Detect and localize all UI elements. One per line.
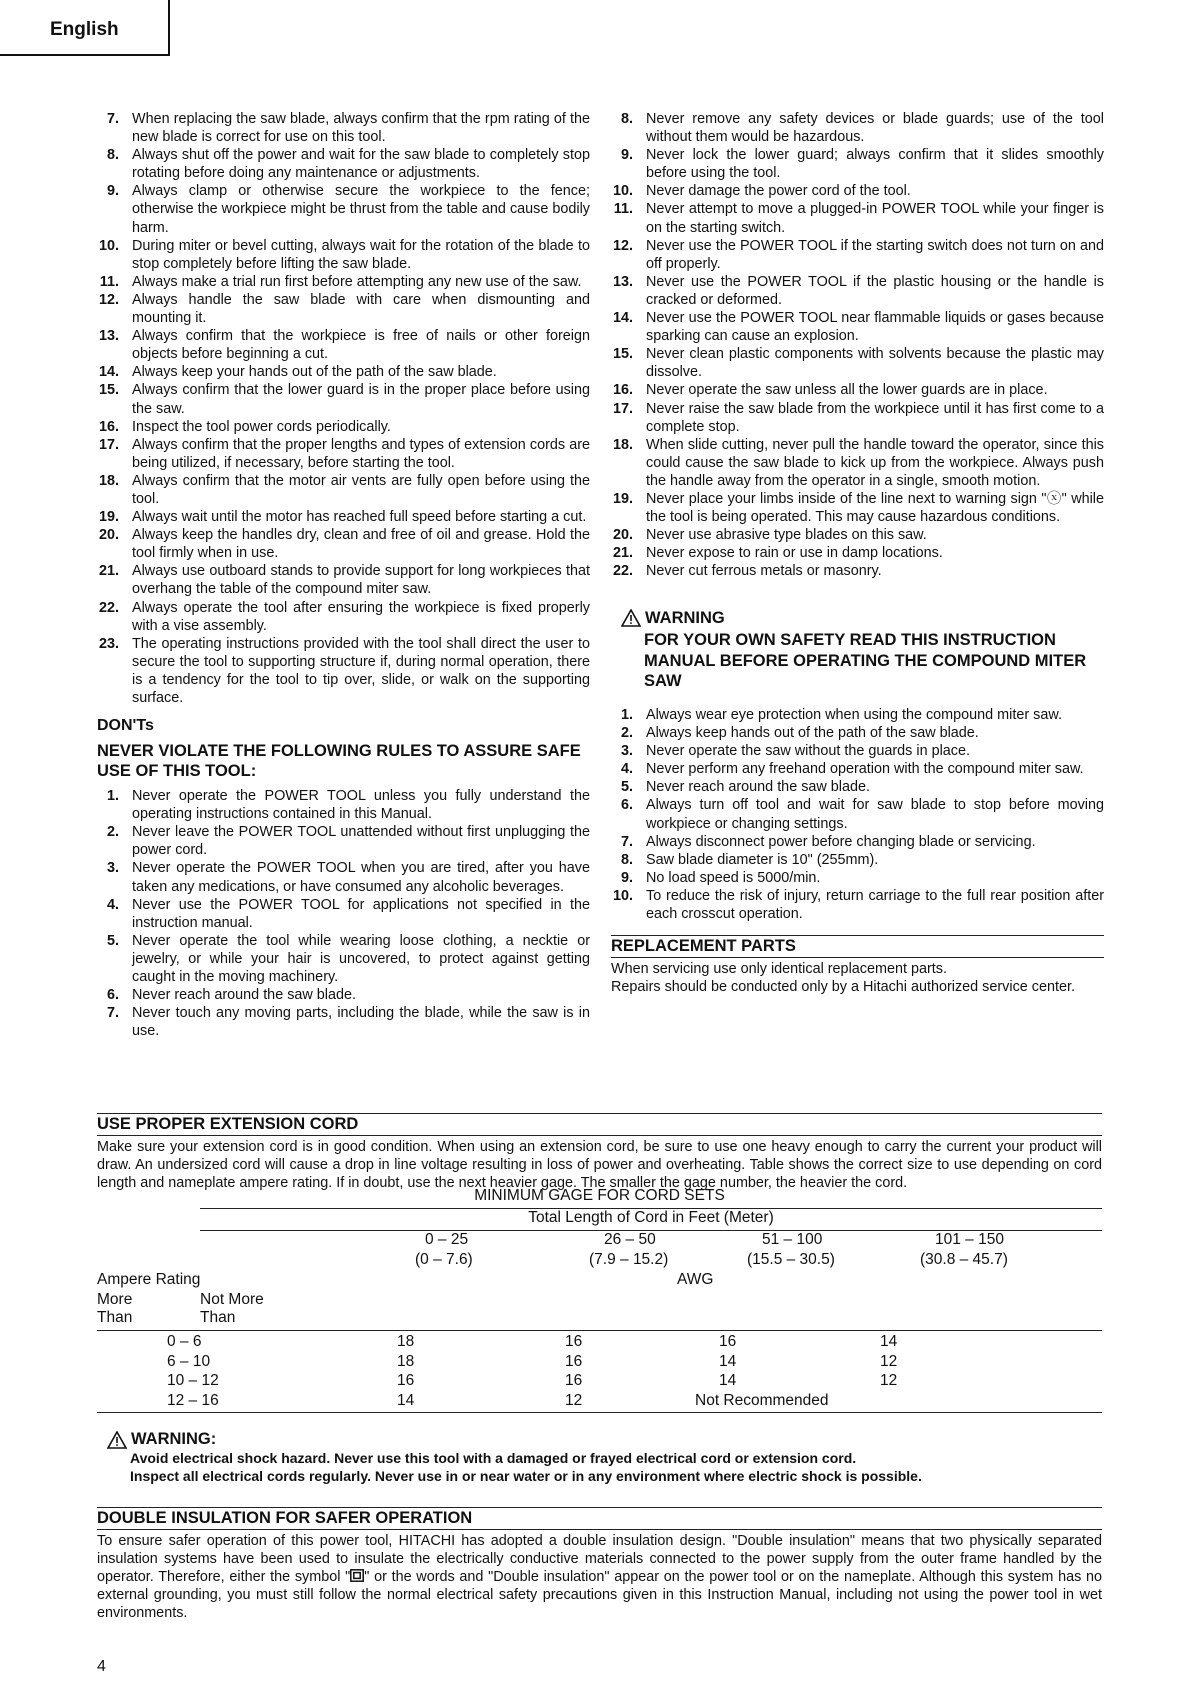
length-ft: 0 – 25: [425, 1231, 469, 1248]
list-item: [97, 363, 590, 381]
item-text: Always confirm that the proper lengths and types of extension cords are being utilized, if necessary, before starting the tool.: [132, 436, 590, 471]
item-text: Always keep hands out of the path of the saw blade.: [646, 725, 979, 742]
item-text: Never leave the POWER TOOL unattended without first unplugging the power cord.: [132, 824, 590, 859]
than-label: Than: [97, 1309, 133, 1326]
always-rules-list: [97, 110, 590, 707]
list-item: [611, 309, 1104, 345]
list-item: [97, 327, 590, 363]
warning-subtitle: FOR YOUR OWN SAFETY READ THIS INSTRUCTION MANUAL BEFORE OPERATING THE COMPOUND MITER SAW: [644, 631, 1087, 691]
item-number: 14.: [612, 310, 633, 327]
awg-cell: 12: [880, 1352, 898, 1370]
item-text: Never reach around the saw blade.: [132, 987, 356, 1004]
item-text: Never use the POWER TOOL for applications not specified in the instruction manual.: [132, 896, 590, 931]
item-text: Never use the POWER TOOL near flammable liquids or gases because sparking can cause an explosion.: [646, 310, 1104, 345]
gage-table-subtitle: Total Length of Cord in Feet (Meter): [528, 1209, 774, 1226]
item-number: 10.: [98, 237, 119, 254]
item-number: 14.: [98, 364, 119, 381]
ampere-range-cell: 10 – 12: [167, 1372, 219, 1389]
list-item: [611, 273, 1104, 309]
table-row: [97, 1333, 1102, 1353]
gage-table-title: MINIMUM GAGE FOR CORD SETS: [474, 1187, 725, 1204]
replacement-parts-text-1: When servicing use only identical replacement parts.: [611, 961, 947, 978]
item-text: Always keep the handles dry, clean and free of oil and grease. Hold the tool firmly when in use.: [132, 527, 590, 562]
item-number: 4.: [106, 896, 119, 913]
item-number: 8.: [620, 111, 633, 127]
length-m-row: [97, 1251, 1102, 1271]
than-row: [97, 1309, 1102, 1327]
awg-cell: 16: [565, 1372, 583, 1389]
list-item: [97, 787, 590, 823]
item-number: 16.: [98, 418, 119, 435]
list-item: [611, 436, 1104, 490]
item-number: 9.: [620, 869, 633, 886]
item-text: Always operate the tool after ensuring the workpiece is fixed properly with a vise assembly.: [132, 599, 590, 634]
awg-cell: 16: [397, 1372, 415, 1389]
item-text: Never operate the tool while wearing loose clothing, a necktie or jewelry, or while your hair is uncovered, to protect against getting caught in the moving machinery.: [132, 932, 590, 986]
length-m: (30.8 – 45.7): [920, 1251, 1008, 1268]
item-number: 15.: [612, 346, 633, 363]
item-text: When replacing the saw blade, always confirm that the rpm rating of the new blade is correct for use on this tool.: [132, 111, 590, 146]
item-text: Never attempt to move a plugged-in POWER TOOL while your finger is on the starting switch.: [646, 201, 1104, 236]
length-m: (7.9 – 15.2): [589, 1251, 669, 1268]
list-item: [611, 706, 1104, 724]
list-item: [611, 200, 1104, 236]
more-row: [97, 1291, 1102, 1309]
awg-cell: 12: [880, 1372, 898, 1389]
language-label: English: [50, 19, 119, 40]
item-text: Never use abrasive type blades on this saw.: [646, 527, 927, 544]
item-text: Never operate the POWER TOOL when you are tired, after you have taken any medications, or have consumed any alcoholic beverages.: [132, 860, 590, 895]
list-item: [97, 273, 590, 291]
item-number: 13.: [98, 328, 119, 345]
list-item: [97, 508, 590, 526]
list-item: [97, 418, 590, 436]
item-number: 22.: [612, 563, 633, 580]
item-number: 8.: [106, 147, 119, 164]
gage-rows: [97, 1333, 1102, 1411]
item-number: 18.: [612, 436, 633, 453]
item-number: 11.: [99, 273, 119, 290]
ampere-range-cell: 12 – 16: [167, 1391, 219, 1409]
list-item: [611, 237, 1104, 273]
item-text: Always confirm that the workpiece is free of nails or other foreign objects before beginning a cut.: [132, 328, 590, 363]
double-insulation-text-part: " or the words and "Double insulation" appear on the power tool or on the nameplate. Although this system has no external grounding, you must still follow the normal electrical safety precautions given in this Instruction Manual, including not using the power tool in wet environments.: [97, 1569, 1102, 1622]
ampere-row: [97, 1271, 1102, 1291]
item-text: Never raise the saw blade from the workpiece until it has first come to a complete stop.: [646, 400, 1104, 435]
item-text: The operating instructions provided with the tool shall direct the user to secure the tool to supporting structure if, during normal operation, there is a tendency for the tool to tip over, slide, or walk on the supporting surface.: [132, 635, 590, 706]
more-label: More: [97, 1291, 133, 1308]
item-text: Always use outboard stands to provide support for long workpieces that overhang the table of the compound miter saw.: [132, 563, 590, 598]
item-number: 10.: [612, 887, 633, 904]
ampere-rating-label: Ampere Rating: [97, 1271, 201, 1288]
item-text: Never lock the lower guard; always confirm that it slides smoothly before using the tool.: [646, 147, 1104, 182]
electrical-warning-line-2: Inspect all electrical cords regularly. Never use in or near water or in any environment where electric shock is possible.: [130, 1468, 922, 1484]
extension-cord-section: [97, 1113, 1102, 1192]
item-number: 20.: [98, 527, 119, 544]
awg-cell: 16: [565, 1352, 583, 1370]
item-text: Never place your limbs inside of the line next to warning sign "ⓧ" while the tool is being operated. This may cause hazardous conditions.: [646, 490, 1104, 526]
item-text: Never use the POWER TOOL if the starting switch does not turn on and off properly.: [646, 237, 1104, 272]
item-text: Never operate the POWER TOOL unless you fully understand the operating instructions contained in this Manual.: [132, 788, 590, 823]
item-text: During miter or bevel cutting, always wait for the rotation of the blade to stop completely before lifting the saw blade.: [132, 237, 590, 272]
awg-cell: 12: [565, 1391, 583, 1409]
item-text: Never clean plastic components with solvents because the plastic may dissolve.: [646, 346, 1104, 381]
awg-cell: 14: [397, 1391, 415, 1409]
double-insulation-title: DOUBLE INSULATION FOR SAFER OPERATION: [97, 1507, 1102, 1530]
item-text: Always wait until the motor has reached full speed before starting a cut.: [132, 509, 587, 526]
list-item: [97, 110, 590, 146]
awg-cell: Not Recommended: [695, 1391, 829, 1409]
list-item: [611, 182, 1104, 200]
table-row: [97, 1353, 1102, 1373]
item-text: Never damage the power cord of the tool.: [646, 183, 911, 200]
never-rules-heading: NEVER VIOLATE THE FOLLOWING RULES TO ASSURE SAFE USE OF THIS TOOL:: [97, 742, 581, 781]
list-item: [611, 544, 1104, 562]
item-number: 19.: [612, 490, 633, 507]
item-number: 4.: [620, 761, 633, 778]
table-row: [97, 1372, 1102, 1392]
item-number: 22.: [98, 599, 119, 616]
never-rules-list: [97, 787, 590, 1040]
awg-cell: 14: [719, 1372, 737, 1389]
list-item: [97, 896, 590, 932]
list-item: [97, 472, 590, 508]
electrical-warning-title: [97, 1430, 1102, 1449]
length-m: (15.5 – 30.5): [747, 1251, 835, 1268]
double-insulation-text-part: To ensure safer operation of this power tool, HITACHI has adopted a double insulation design. "Double insulation" means that two physically separated insulation systems have been used to insulate the electrically conductive materials connected to the power supply from the outer frame handled by the operator. Therefore, either the symbol ": [97, 1533, 1102, 1586]
list-item: [97, 562, 590, 598]
item-number: 16.: [612, 382, 633, 399]
item-text: Always make a trial run first before attempting any new use of the saw.: [132, 273, 582, 290]
awg-cell: 18: [397, 1333, 415, 1350]
item-number: 3.: [106, 860, 119, 877]
list-item: [97, 526, 590, 562]
length-ft: 101 – 150: [935, 1231, 1004, 1248]
item-text: Never operate the saw without the guards in place.: [646, 743, 970, 760]
item-number: 11.: [613, 201, 633, 218]
list-item: [611, 833, 1104, 851]
list-item: [97, 237, 590, 273]
item-text: Always clamp or otherwise secure the workpiece to the fence; otherwise the workpiece might be thrust from the table and cause bodily harm.: [132, 183, 590, 236]
ampere-range-cell: 6 – 10: [167, 1352, 211, 1370]
list-item: [97, 291, 590, 327]
item-number: 1.: [620, 706, 633, 723]
donts-heading: DON'Ts: [97, 717, 154, 735]
list-item: [97, 635, 590, 707]
item-number: 17.: [98, 436, 119, 453]
item-number: 21.: [98, 563, 119, 580]
item-text: Never remove any safety devices or blade guards; use of the tool without them would be hazardous.: [646, 111, 1104, 146]
item-number: 21.: [612, 545, 633, 562]
item-text: No load speed is 5000/min.: [646, 869, 821, 886]
than-label: Than: [200, 1309, 236, 1326]
item-number: 9.: [106, 183, 119, 200]
item-text: To reduce the risk of injury, return carriage to the full rear position after each crosscut operation.: [646, 887, 1104, 922]
item-number: 5.: [106, 932, 119, 949]
list-item: [611, 400, 1104, 436]
list-item: [611, 869, 1104, 887]
item-text: Always handle the saw blade with care when dismounting and mounting it.: [132, 291, 590, 327]
item-number: 10.: [612, 183, 633, 200]
list-item: [611, 796, 1104, 832]
item-number: 23.: [98, 635, 119, 652]
never-rules-list-cont: [611, 110, 1104, 580]
item-number: 20.: [612, 527, 633, 544]
item-number: 12.: [98, 291, 119, 308]
item-text: Never use the POWER TOOL if the plastic housing or the handle is cracked or deformed.: [646, 273, 1104, 308]
item-number: 5.: [620, 779, 633, 796]
electrical-warning-line-1: Avoid electrical shock hazard. Never use this tool with a damaged or frayed electrical cord or extension cord.: [130, 1450, 857, 1466]
awg-cell: 16: [719, 1333, 737, 1350]
list-item: [97, 932, 590, 986]
item-number: 2.: [620, 725, 633, 742]
double-insulation-section: [97, 1507, 1102, 1622]
awg-cell: 14: [880, 1333, 898, 1350]
item-text: Always confirm that the motor air vents are fully open before using the tool.: [132, 472, 590, 507]
item-text: Always shut off the power and wait for the saw blade to completely stop rotating before doing any maintenance or adjustments.: [132, 147, 590, 182]
awg-cell: 14: [719, 1352, 737, 1370]
extension-cord-text: Make sure your extension cord is in good condition. When using an extension cord, be sure to use one heavy enough to carry the current your product will draw. An undersized cord will cause a drop in line voltage resulting in loss of power and overheating. Table shows the correct size to use depending on cord length and nameplate ampere rating. If in doubt, use the next heavier gage. The smaller the gage number, the heavier the cord.: [97, 1139, 1102, 1192]
awg-label: AWG: [677, 1271, 714, 1288]
table-row: [97, 1392, 1102, 1412]
list-item: [611, 724, 1104, 742]
electrical-warning-title-text: WARNING:: [131, 1430, 217, 1448]
item-text: Inspect the tool power cords periodically.: [132, 418, 391, 435]
item-text: Always confirm that the lower guard is in the proper place before using the saw.: [132, 382, 590, 417]
page-number: 4: [97, 1658, 106, 1675]
item-number: 13.: [612, 273, 633, 290]
list-item: [611, 562, 1104, 580]
right-column: [611, 110, 1104, 996]
item-text: Always keep your hands out of the path of the saw blade.: [132, 364, 497, 381]
list-item: [97, 859, 590, 895]
item-number: 8.: [620, 851, 633, 868]
item-text: Never cut ferrous metals or masonry.: [646, 563, 882, 580]
item-text: Always disconnect power before changing blade or servicing.: [646, 833, 1036, 850]
list-item: [611, 381, 1104, 399]
length-m: (0 – 7.6): [415, 1251, 473, 1268]
double-insulation-text: [97, 1532, 1102, 1622]
list-item: [97, 986, 590, 1004]
list-item: [611, 760, 1104, 778]
item-number: 7.: [106, 1005, 119, 1022]
item-number: 12.: [612, 237, 633, 254]
extension-cord-title: USE PROPER EXTENSION CORD: [97, 1113, 1102, 1136]
warning-title: [611, 608, 1104, 628]
list-item: [611, 146, 1104, 182]
length-ft: 26 – 50: [604, 1231, 656, 1248]
list-item: [611, 851, 1104, 869]
not-more-label: Not More: [200, 1291, 264, 1308]
list-item: [97, 146, 590, 182]
item-number: 2.: [106, 824, 119, 841]
warning-block: [611, 608, 1104, 692]
replacement-parts-text-2: Repairs should be conducted only by a Hitachi authorized service center.: [611, 979, 1075, 996]
item-number: 7.: [106, 111, 119, 127]
item-text: Never reach around the saw blade.: [646, 779, 870, 796]
list-item: [611, 742, 1104, 760]
length-ft: 51 – 100: [762, 1231, 823, 1248]
gage-table: [97, 1187, 1102, 1413]
list-item: [97, 599, 590, 635]
electrical-warning: [97, 1430, 1102, 1485]
item-text: Saw blade diameter is 10" (255mm).: [646, 851, 879, 868]
item-number: 9.: [620, 147, 633, 164]
replacement-parts-title: REPLACEMENT PARTS: [611, 935, 1104, 958]
double-insulation-symbol-icon: [350, 1569, 364, 1582]
warning-triangle-icon: [107, 1431, 127, 1449]
item-text: Always wear eye protection when using the compound miter saw.: [646, 706, 1062, 723]
item-number: 3.: [620, 743, 633, 760]
list-item: [611, 110, 1104, 146]
item-text: Never perform any freehand operation with the compound miter saw.: [646, 761, 1084, 778]
length-ft-row: [97, 1231, 1102, 1251]
ampere-range-cell: 0 – 6: [167, 1333, 202, 1350]
list-item: [97, 823, 590, 859]
item-number: 6.: [620, 797, 633, 814]
list-item: [611, 778, 1104, 796]
item-number: 6.: [106, 987, 119, 1004]
list-item: [611, 345, 1104, 381]
awg-cell: 18: [397, 1352, 415, 1370]
item-number: 7.: [620, 833, 633, 850]
list-item: [97, 436, 590, 472]
item-number: 19.: [98, 509, 119, 526]
warning-title-text: WARNING: [645, 609, 725, 628]
item-text: Never operate the saw unless all the lower guards are in place.: [646, 382, 1048, 399]
item-text: Never touch any moving parts, including the blade, while the saw is in use.: [132, 1005, 590, 1040]
warning-rules-list: [611, 706, 1104, 923]
language-tab: [0, 0, 170, 56]
item-number: 18.: [98, 472, 119, 489]
item-text: When slide cutting, never pull the handle toward the operator, since this could cause the saw blade to kick up from the workpiece. Always push the handle away from the operator in a single, smooth motion.: [646, 436, 1104, 489]
list-item: [611, 887, 1104, 923]
item-number: 17.: [612, 400, 633, 417]
item-number: 15.: [98, 382, 119, 399]
item-number: 1.: [106, 788, 119, 805]
warning-triangle-icon: [621, 609, 641, 627]
item-text: Never expose to rain or use in damp locations.: [646, 545, 943, 562]
list-item: [97, 1004, 590, 1040]
awg-cell: 16: [565, 1333, 583, 1350]
list-item: [97, 182, 590, 236]
list-item: [611, 526, 1104, 544]
item-text: Always turn off tool and wait for saw blade to stop before moving workpiece or changing settings.: [646, 797, 1104, 832]
list-item: [97, 381, 590, 417]
list-item: [611, 490, 1104, 526]
left-column: [97, 110, 590, 1040]
